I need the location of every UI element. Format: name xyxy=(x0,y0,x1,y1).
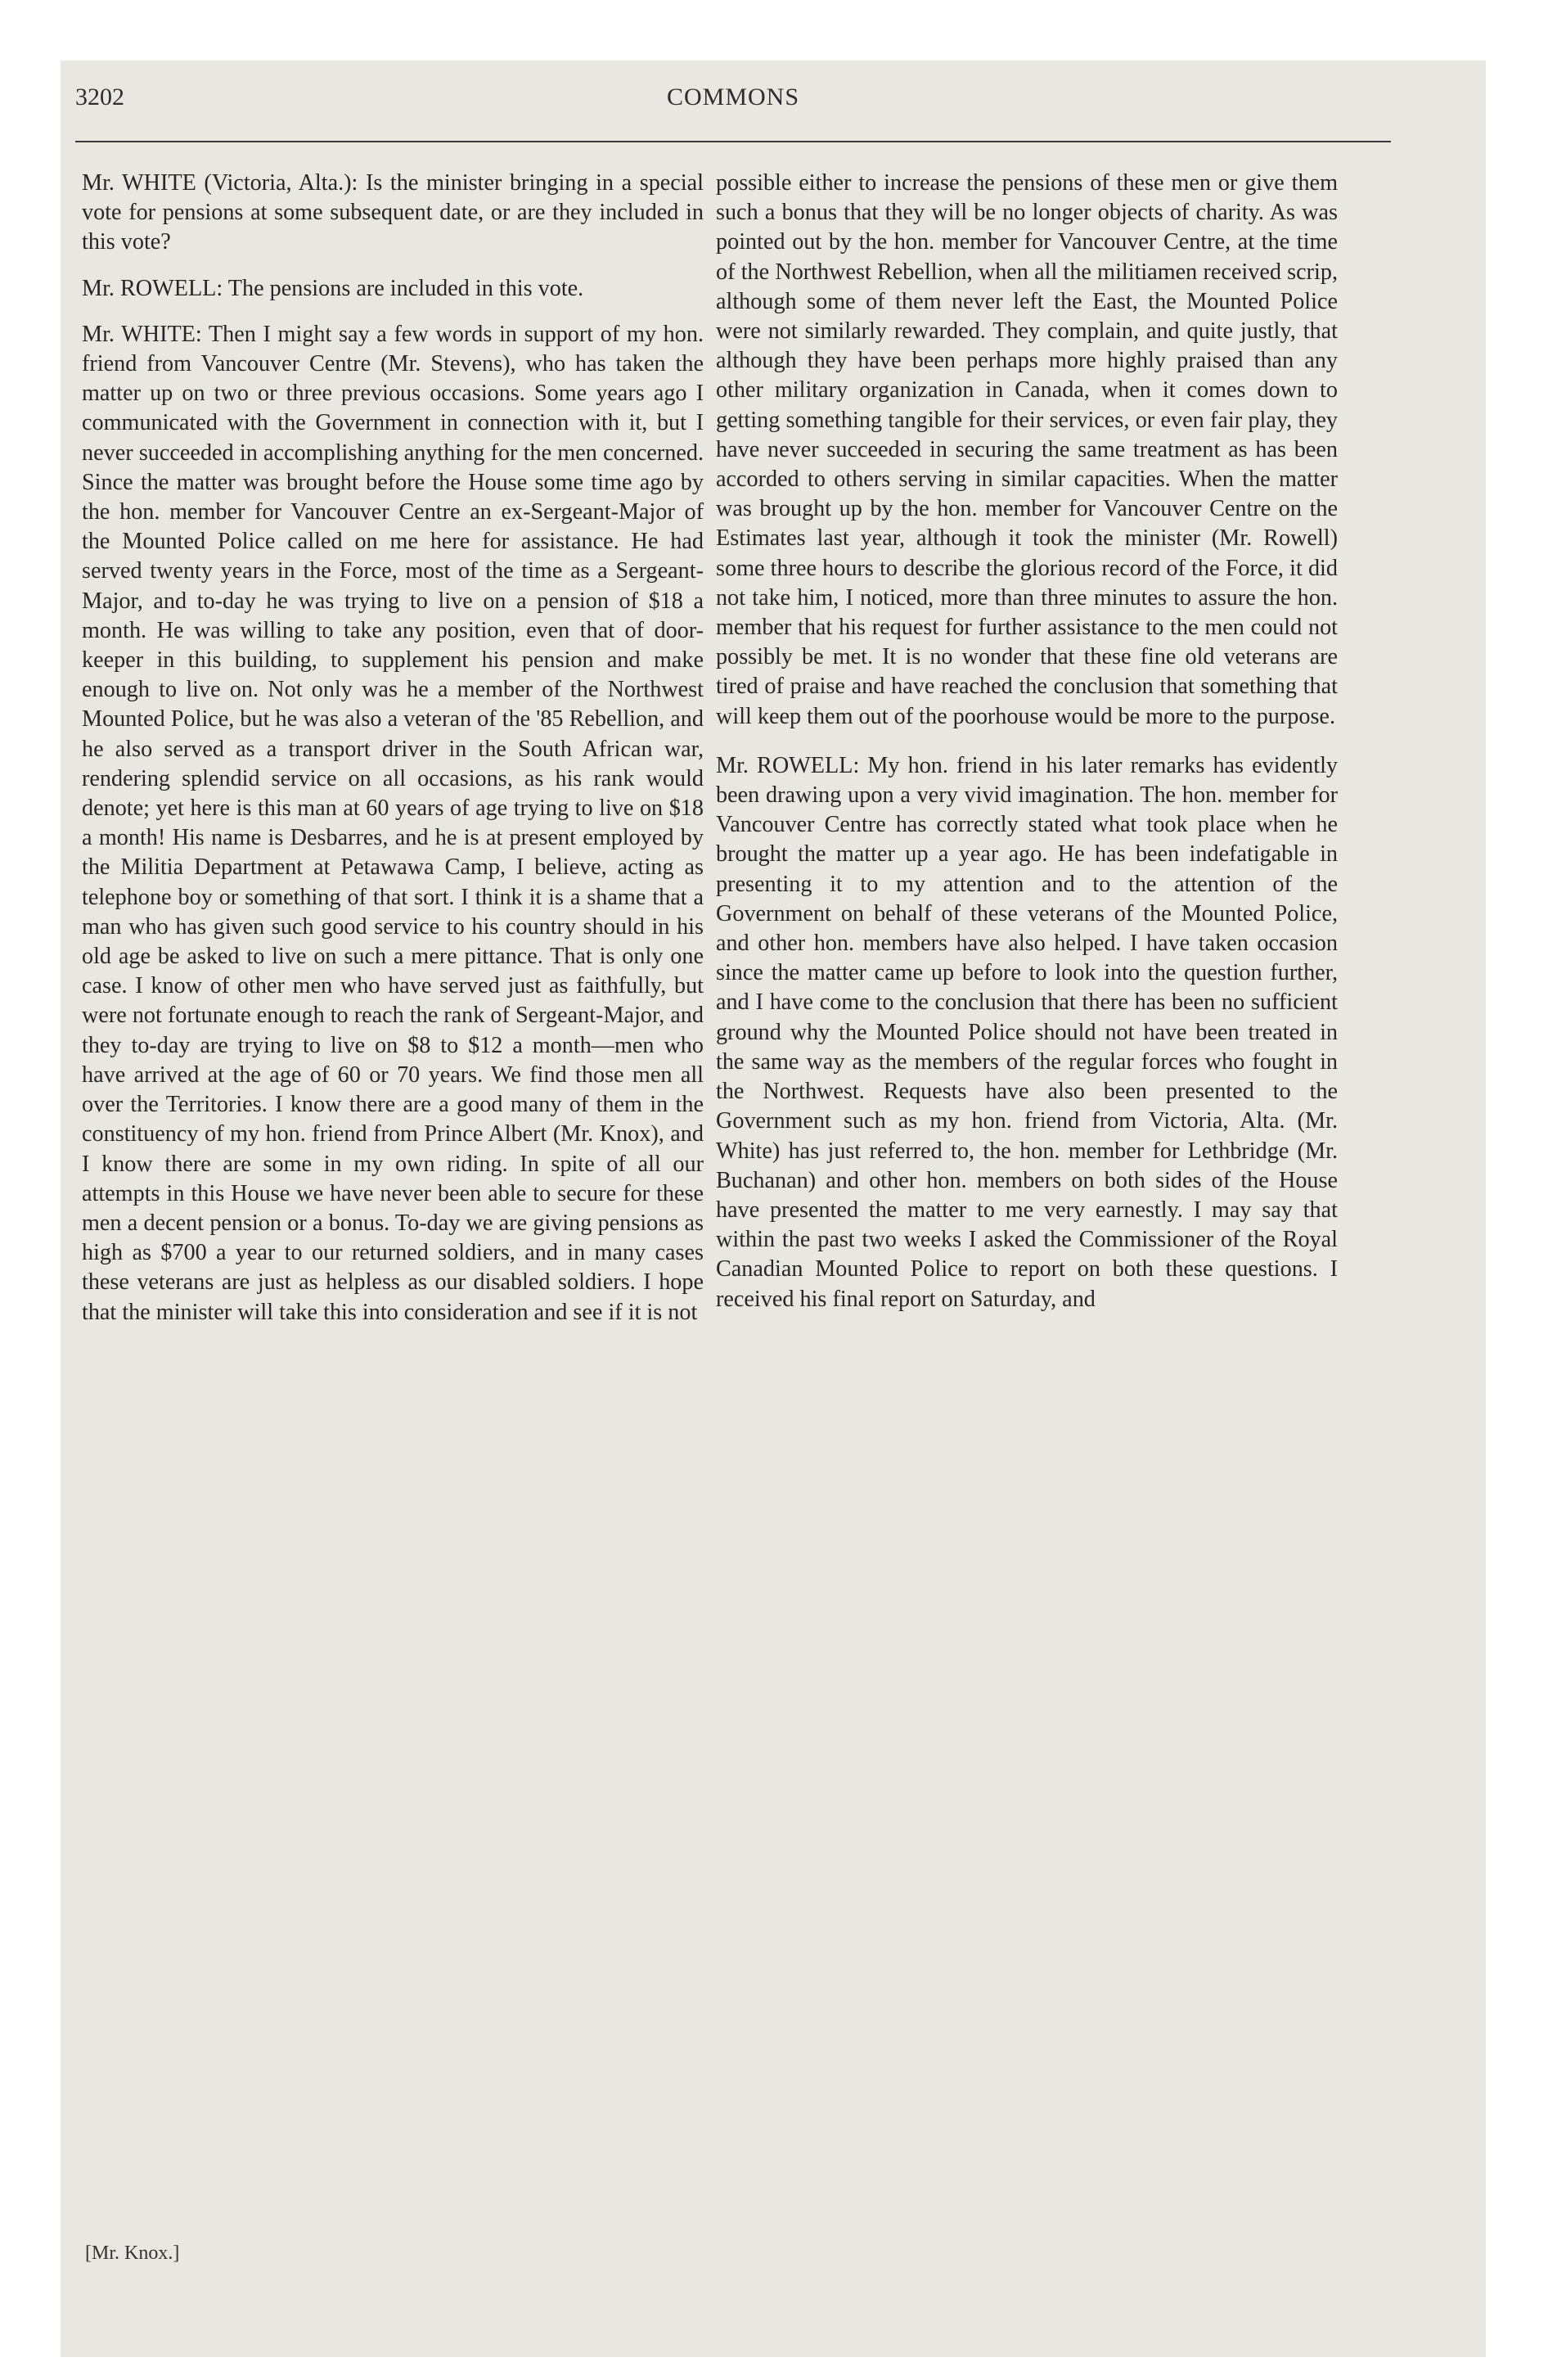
white-speech-paragraph: Mr. WHITE: Then I might say a few words in support of my hon. friend from Vancouver Centre (Mr. Stevens), who has taken the matter up on two or three previous occasions. Some years ago I communicated with the Government in connection with it, but I never succeeded in accomplishing anything for the men concerned. Since the matter was brought before the House some time ago by the hon. member for Vancouver Centre an ex-Sergeant-Major of the Mounted Police called on me here for assistance. He had served twenty years in the Force, most of the time as a Sergeant-Major, and to-day he was trying to live on a pension of $18 a month. He was willing to take any position, even that of door-keeper in this building, to supplement his pension and make enough to live on. Not only was he a member of the Northwest Mounted Police, but he was also a veteran of the '85 Rebellion, and he also served as a transport driver in the South African war, rendering splendid service on all occasions, as his rank would denote; yet here is this man at 60 years of age trying to live on $18 a month! His name is Desbarres, and he is at present employed by the Militia Department at Petawawa Camp, I believe, acting as telephone boy or something of that sort. I think it is a shame that a man who has given such good service to his country should in his old age be asked to live on such a mere pittance. That is only one case. I know of other men who have served just as faithfully, but were not fortunate enough to reach the rank of Sergeant-Major, and they to-day are trying to live on $8 to $12 a month—men who have arrived at the age of 60 or 70 years. We find those men all over the Territories. I know there are a good many of them in the constituency of my hon. friend from Prince Albert (Mr. Knox), and I know there are some in my own riding. In spite of all our attempts in this House we have never been able to secure for these men a decent pension or a bonus. To-day we are giving pensions as high as $700 a year to our returned soldiers, and in many cases these veterans are just as helpless as our disabled soldiers. I hope that the minister will take this into consideration and see if it is not xyxy=(82,321,704,1325)
page-number: 3202 xyxy=(75,83,124,110)
running-head: COMMONS xyxy=(666,83,800,110)
right-column xyxy=(716,169,1338,1314)
page-header xyxy=(75,83,1391,123)
left-column xyxy=(82,169,704,1327)
footer-speaker-note: [Mr. Knox.] xyxy=(85,2243,180,2264)
white-question-paragraph: Mr. WHITE (Victoria, Alta.): Is the minister bringing in a special vote for pensions at some subsequent date, or are they included in this vote? xyxy=(82,170,704,255)
header-rule xyxy=(75,141,1391,142)
rowell-response-paragraph: Mr. ROWELL: My hon. friend in his later remarks has evidently been drawing upon a very vivid imagination. The hon. member for Vancouver Centre has correctly stated what took place when he brought the matter up a year ago. He has been indefatigable in presenting it to my attention and to the attention of the Government on behalf of these veterans of the Mounted Police, and other hon. members have also helped. I have taken occasion since the matter came up before to look into the question further, and I have come to the conclusion that there has been no sufficient ground why the Mounted Police should not have been treated in the same way as the members of the regular forces who fought in the Northwest. Requests have also been presented to the Government such as my hon. friend from Victoria, Alta. (Mr. White) has just referred to, the hon. member for Lethbridge (Mr. Buchanan) and other hon. members on both sides of the House have presented the matter to me very earnestly. I may say that within the past two weeks I asked the Commissioner of the Royal Canadian Mounted Police to report on both these questions. I received his final report on Saturday, and xyxy=(716,752,1338,1312)
rowell-reply-paragraph: Mr. ROWELL: The pensions are included in this vote. xyxy=(82,275,584,301)
white-speech-continued-paragraph: possible either to increase the pensions of these men or give them such a bonus that they will be no longer objects of charity. As was pointed out by the hon. member for Vancouver Centre, at the time of the Northwest Rebellion, when all the militiamen received scrip, although some of them never left the East, the Mounted Police were not similarly rewarded. They complain, and quite justly, that although they have been perhaps more highly praised than any other military organization in Canada, when it comes down to getting something tangible for their services, or even fair play, they have never succeeded in securing the same treatment as has been accorded to others serving in similar capacities. When the matter was brought up by the hon. member for Vancouver Centre on the Estimates last year, although it took the minister (Mr. Rowell) some three hours to describe the glorious record of the Force, it did not take him, I noticed, more than three minutes to assure the hon. member that his request for further assistance to the men could not possibly be met. It is no wonder that these fine old veterans are tired of praise and have reached the conclusion that something that will keep them out of the poorhouse would be more to the purpose. xyxy=(716,170,1338,729)
